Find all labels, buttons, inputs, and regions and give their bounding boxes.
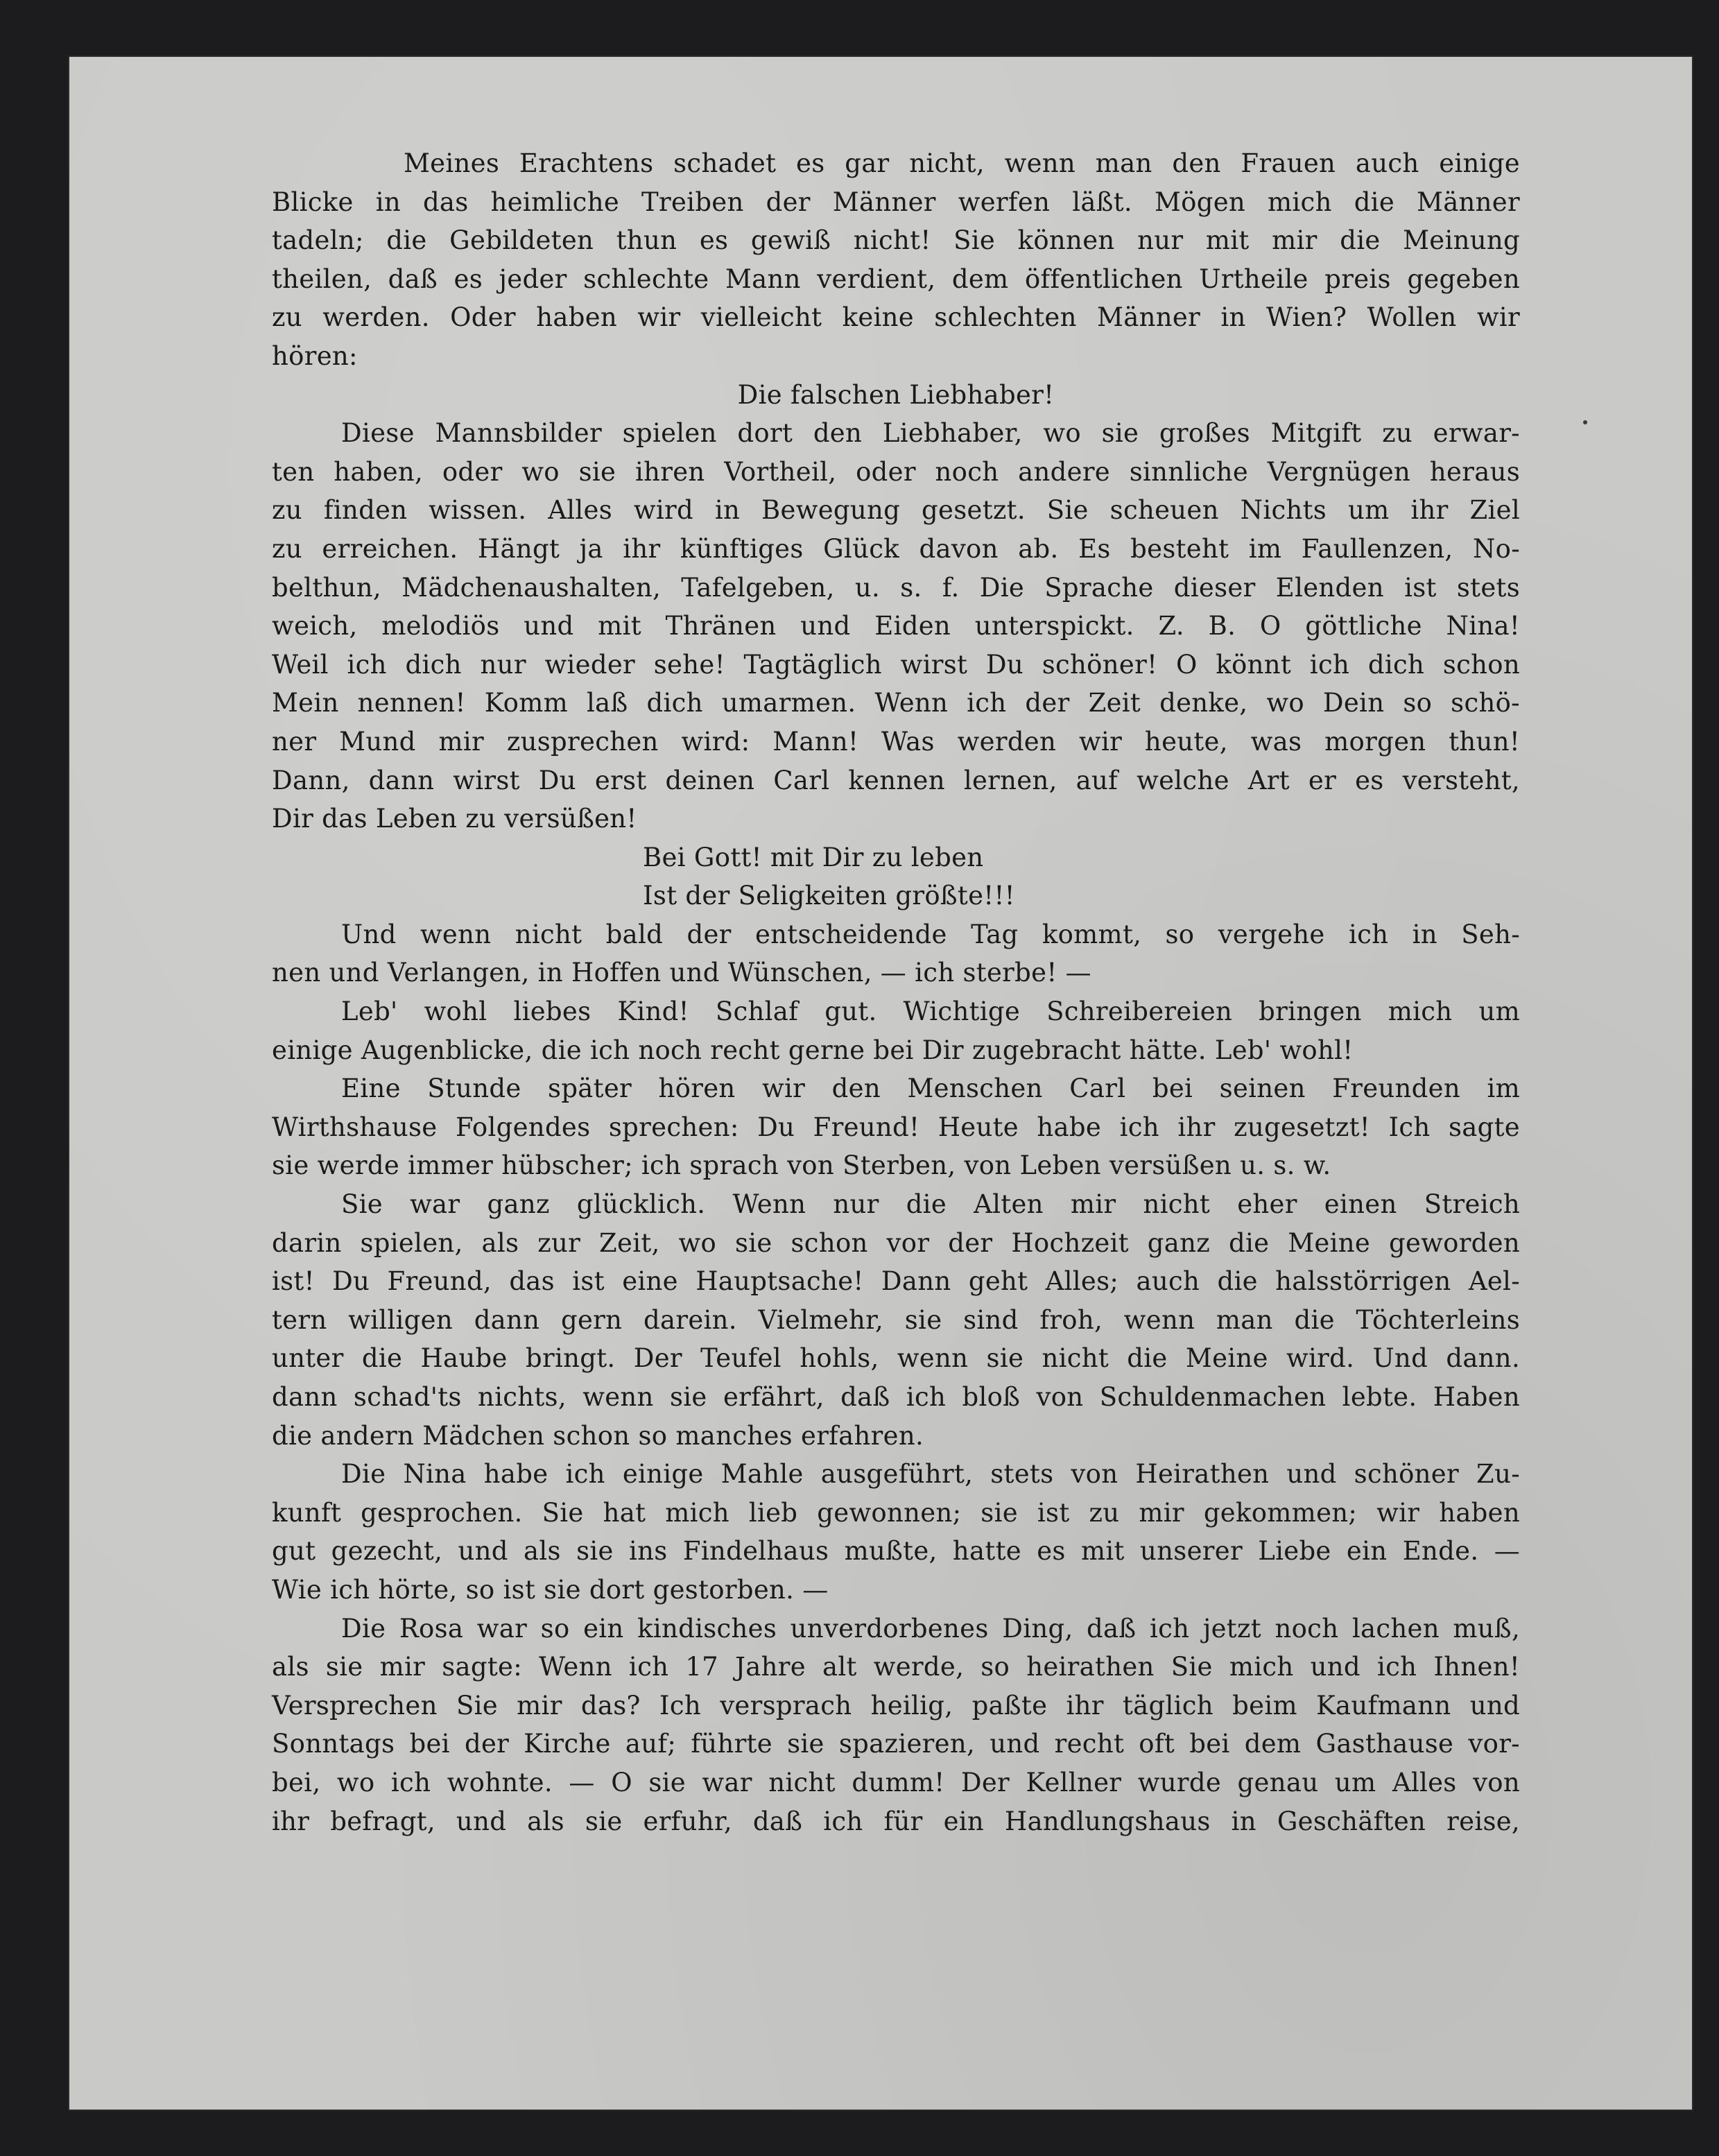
text-line: zu erreichen. Hängt ja ihr künftiges Glück davon ab. Es besteht im Faullenzen, No- bbox=[272, 533, 1520, 564]
text-line: Mein nennen! Komm laß dich umarmen. Wenn ich der Zeit denke, wo Dein so schö- bbox=[272, 688, 1520, 718]
text-line: tern willigen dann gern darein. Vielmehr, sie sind froh, wenn man die Töchterleins bbox=[272, 1304, 1520, 1335]
ink-speck bbox=[1583, 420, 1587, 424]
verse-line: Ist der Seligkeiten größte!!! bbox=[643, 881, 1015, 911]
text-line: Die Nina habe ich einige Mahle ausgeführt, stets von Heirathen und schöner Zu- bbox=[341, 1459, 1520, 1490]
text-line: ihr befragt, und als sie erfuhr, daß ich für ein Handlungshaus in Geschäften reise, bbox=[272, 1806, 1520, 1836]
text-line: weich, melodiös und mit Thränen und Eiden unterspickt. Z. B. O göttliche Nina! bbox=[272, 611, 1520, 641]
text-line: einige Augenblicke, die ich noch recht gerne bei Dir zugebracht hätte. Leb' wohl! bbox=[272, 1035, 1354, 1065]
text-line: kunft gesprochen. Sie hat mich lieb gewonnen; sie ist zu mir gekommen; wir haben bbox=[272, 1497, 1520, 1528]
text-line: ten haben, oder wo sie ihren Vortheil, oder noch andere sinnliche Vergnügen heraus bbox=[272, 456, 1520, 487]
text-line: gut gezecht, und als sie ins Findelhaus mußte, hatte es mit unserer Liebe ein Ende. — bbox=[272, 1536, 1520, 1567]
text-line: Eine Stunde später hören wir den Menschen Carl bei seinen Freunden im bbox=[341, 1073, 1520, 1104]
text-line: Dann, dann wirst Du erst deinen Carl kennen lernen, auf welche Art er es versteht, bbox=[272, 765, 1520, 795]
text-line: Sonntags bei der Kirche auf; führte sie spazieren, und recht oft bei dem Gasthause vor- bbox=[272, 1729, 1520, 1759]
text-line: hören: bbox=[272, 340, 358, 371]
text-line: zu werden. Oder haben wir vielleicht keine schlechten Männer in Wien? Wollen wir bbox=[272, 302, 1520, 333]
text-line: Diese Mannsbilder spielen dort den Liebhaber, wo sie großes Mitgift zu erwar- bbox=[341, 418, 1520, 449]
text-line: Wie ich hörte, so ist sie dort gestorben. — bbox=[272, 1574, 829, 1605]
text-line: tadeln; die Gebildeten thun es gewiß nicht! Sie können nur mit mir die Meinung bbox=[272, 225, 1520, 256]
text-line: Blicke in das heimliche Treiben der Männer werfen läßt. Mögen mich die Männer bbox=[272, 187, 1520, 217]
text-line: Und wenn nicht bald der entscheidende Tag kommt, so vergehe ich in Seh- bbox=[341, 919, 1520, 949]
body-text bbox=[272, 144, 1520, 1840]
text-line: belthun, Mädchenaushalten, Tafelgeben, u. s. f. Die Sprache dieser Elenden ist stets bbox=[272, 572, 1520, 603]
text-line: zu finden wissen. Alles wird in Bewegung gesetzt. Sie scheuen Nichts um ihr Ziel bbox=[272, 495, 1520, 526]
text-line: Versprechen Sie mir das? Ich versprach heilig, paßte ihr täglich beim Kaufmann und bbox=[272, 1690, 1520, 1721]
text-line: sie werde immer hübscher; ich sprach von Sterben, von Leben versüßen u. s. w. bbox=[272, 1150, 1331, 1181]
section-heading: Die falschen Liebhaber! bbox=[737, 379, 1055, 410]
text-line: Dir das Leben zu versüßen! bbox=[272, 804, 637, 834]
text-line: Die Rosa war so ein kindisches unverdorbenes Ding, daß ich jetzt noch lachen muß, bbox=[341, 1613, 1520, 1644]
text-line: die andern Mädchen schon so manches erfahren. bbox=[272, 1420, 924, 1451]
text-line: Weil ich dich nur wieder sehe! Tagtäglich wirst Du schöner! O könnt ich dich schon bbox=[272, 649, 1520, 680]
verse-line: Bei Gott! mit Dir zu leben bbox=[643, 842, 984, 872]
text-line: nen und Verlangen, in Hoffen und Wünschen, — ich sterbe! — bbox=[272, 958, 1091, 988]
text-line: bei, wo ich wohnte. — O sie war nicht dumm! Der Kellner wurde genau um Alles von bbox=[272, 1767, 1520, 1797]
text-line: Sie war ganz glücklich. Wenn nur die Alten mir nicht eher einen Streich bbox=[341, 1189, 1520, 1220]
text-line: darin spielen, als zur Zeit, wo sie schon vor der Hochzeit ganz die Meine geworden bbox=[272, 1227, 1520, 1258]
text-line: als sie mir sagte: Wenn ich 17 Jahre alt werde, so heirathen Sie mich und ich Ihnen! bbox=[272, 1652, 1520, 1682]
text-line: ist! Du Freund, das ist eine Hauptsache! Dann geht Alles; auch die halsstörrigen Ael- bbox=[272, 1266, 1520, 1297]
text-line: unter die Haube bringt. Der Teufel hohls, wenn sie nicht die Meine wird. Und dann. bbox=[272, 1343, 1520, 1374]
text-line: ner Mund mir zusprechen wird: Mann! Was werden wir heute, was morgen thun! bbox=[272, 726, 1520, 757]
text-line: Leb' wohl liebes Kind! Schlaf gut. Wichtige Schreibereien bringen mich um bbox=[341, 997, 1520, 1027]
text-line: Wirthshause Folgendes sprechen: Du Freund! Heute habe ich ihr zugesetzt! Ich sagte bbox=[272, 1112, 1520, 1142]
text-line: theilen, daß es jeder schlechte Mann verdient, dem öffentlichen Urtheile preis gegeben bbox=[272, 264, 1520, 294]
text-line: dann schad'ts nichts, wenn sie erfährt, daß ich bloß von Schuldenmachen lebte. Haben bbox=[272, 1382, 1520, 1412]
text-line: Meines Erachtens schadet es gar nicht, wenn man den Frauen auch einige bbox=[404, 148, 1520, 178]
